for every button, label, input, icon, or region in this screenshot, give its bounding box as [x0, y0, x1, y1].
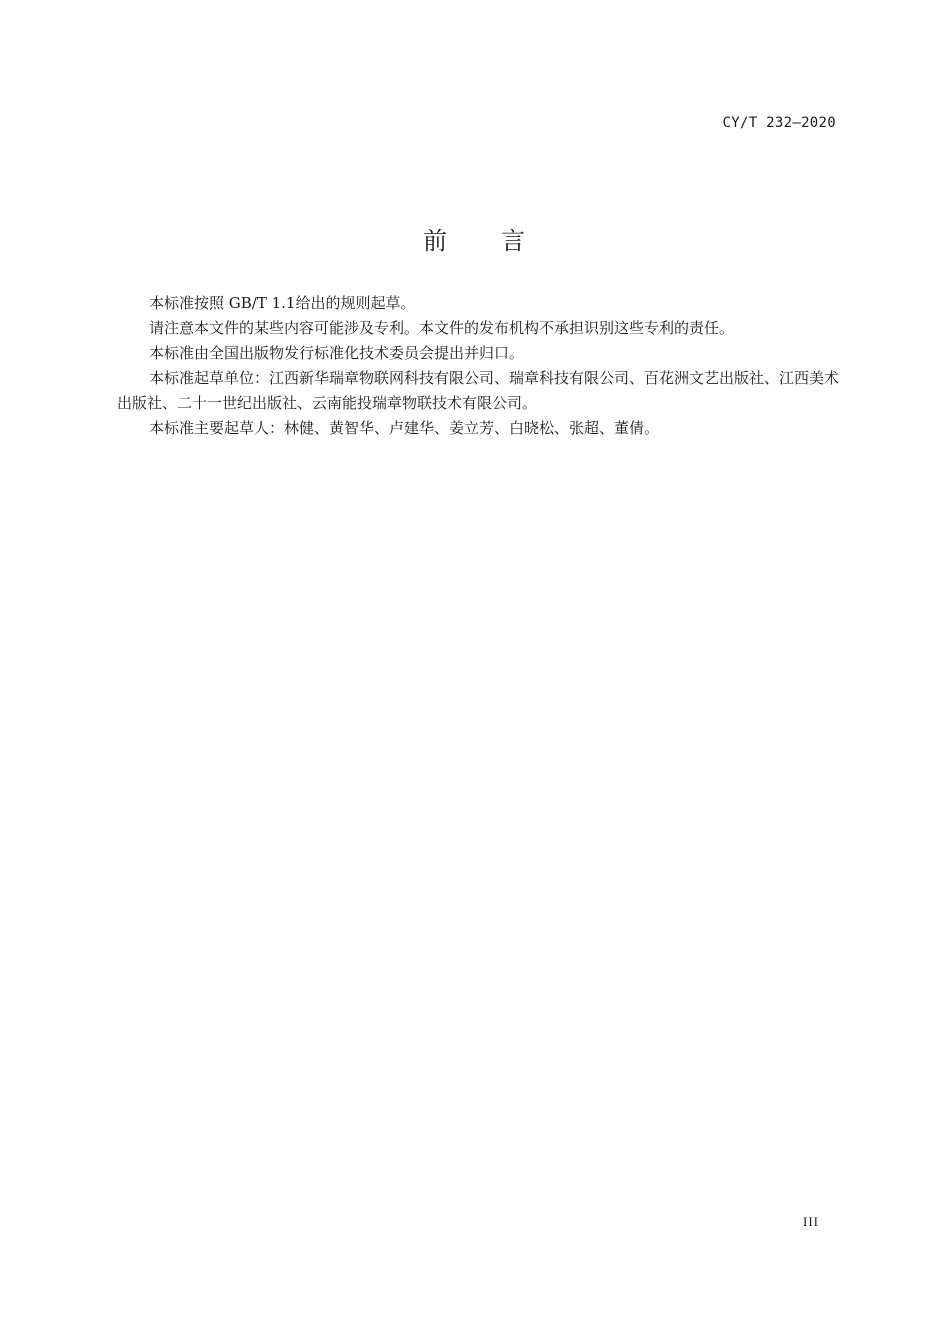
foreword-body — [117, 291, 839, 441]
standard-code: CY/T 232—2020 — [722, 115, 836, 131]
paragraph-drafting-rules: 本标准按照 GB/T 1.1给出的规则起草。 — [149, 294, 416, 312]
paragraph-proposer: 本标准由全国出版物发行标准化技术委员会提出并归口。 — [149, 344, 525, 362]
paragraph-patent-notice: 请注意本文件的某些内容可能涉及专利。本文件的发布机构不承担识别这些专利的责任。 — [149, 319, 735, 337]
title-char-2: 言 — [501, 227, 527, 256]
paragraph-drafting-units: 本标准起草单位：江西新华瑞章物联网科技有限公司、瑞章科技有限公司、百花洲文艺出版社、江西美术出版社、二十一世纪出版社、云南能投瑞章物联技术有限公司。 — [117, 369, 840, 412]
paragraph-drafters: 本标准主要起草人：林健、黄智华、卢建华、姜立芳、白晓松、张超、董倩。 — [149, 419, 660, 437]
page-number: III — [803, 1214, 819, 1229]
page-title — [0, 221, 950, 256]
title-char-1: 前 — [423, 227, 449, 256]
